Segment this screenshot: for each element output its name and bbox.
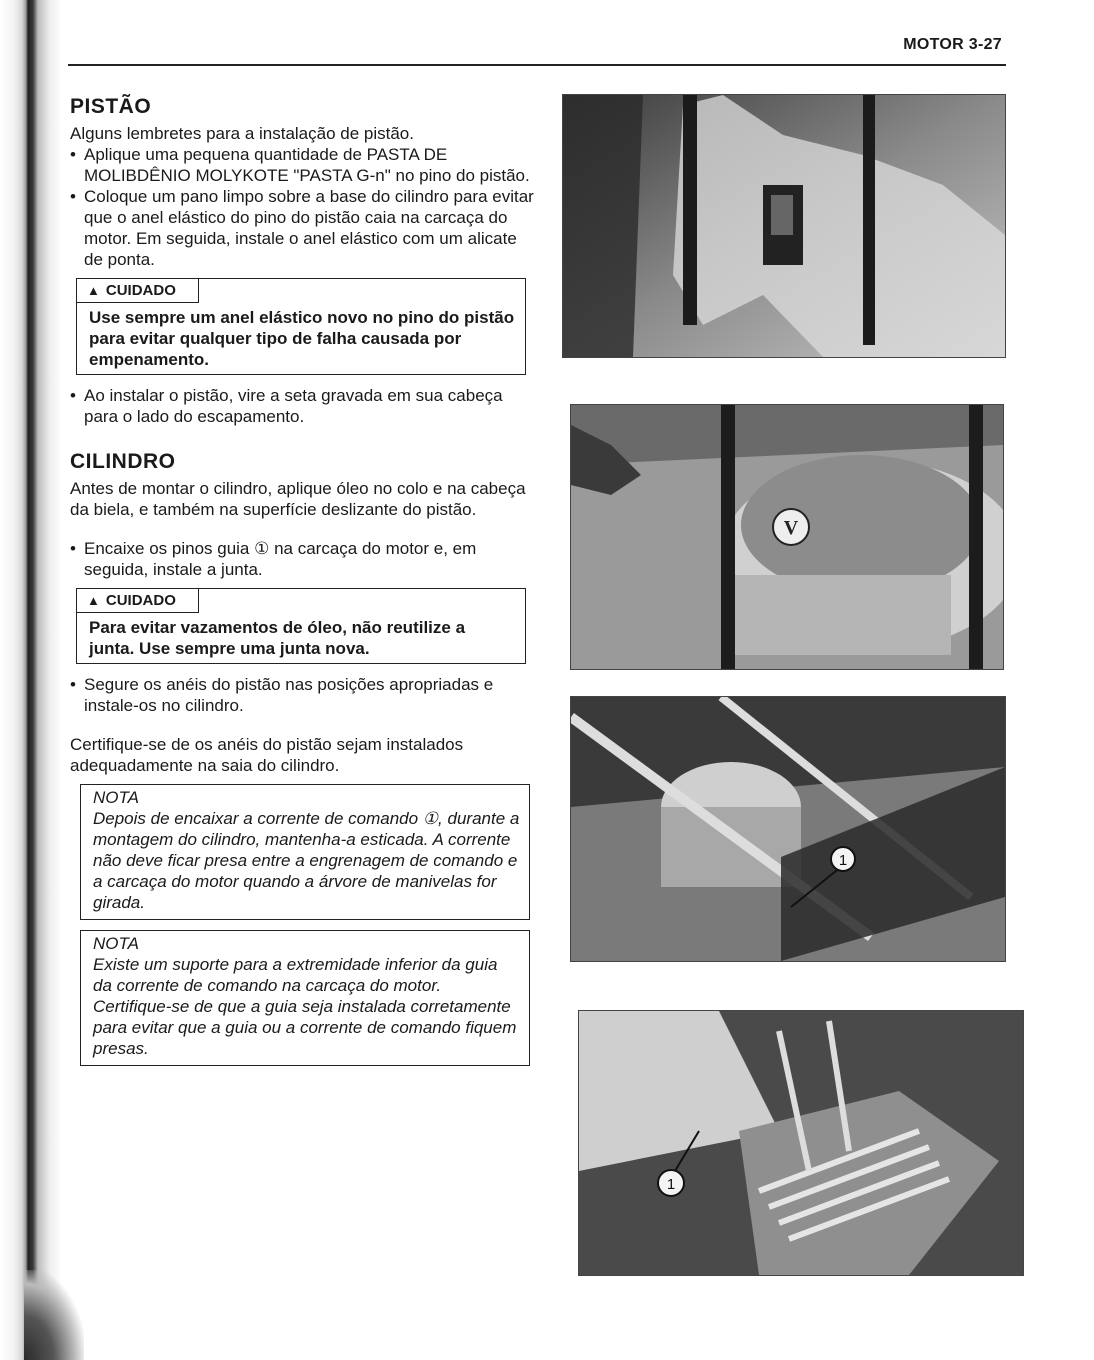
cilindro-caution-text: Para evitar vazamentos de óleo, não reutilize a junta. Use sempre uma junta nova. [89, 618, 466, 658]
nota-text-1: Depois de encaixar a corrente de comando ①, durante a montagem do cilindro, mantenha-a esticada. A corrente não deve ficar presa entre a engrenagem de comando e a carcaça do motor quando a árvore de manivelas for girada. [93, 809, 520, 912]
pistao-intro: Alguns lembretes para a instalação de pistão. [70, 124, 414, 143]
photo-cylinder-guide-image [579, 1011, 1023, 1275]
nota-text-2: Existe um suporte para a extremidade inferior da guia da corrente de comando na carcaça do motor. Certifique-se de que a guia seja instalada corretamente para evitar que a guia ou a corrente de comando fiquem presas. [93, 955, 517, 1058]
photo-piston-pin [562, 94, 1006, 358]
pistao-bullet-2: • Coloque um pano limpo sobre a base do cilindro para evitar que o anel elástico do pino do pistão caia na carcaça do motor. Em seguida, instale o anel elástico com um alicate de ponta. [70, 186, 540, 270]
cilindro-intro: Antes de montar o cilindro, aplique óleo no colo e na cabeça da biela, e também na superfície deslizante do pistão. [70, 479, 526, 519]
pistao-caution-box [76, 278, 526, 375]
warning-triangle-icon: ▲ [87, 283, 100, 298]
nota-box-2 [80, 930, 530, 1066]
page-binding-corner [24, 1270, 84, 1360]
callout-one-guide-label: 1 [666, 1176, 676, 1193]
pistao-bullet-1: • Aplique uma pequena quantidade de PASTA DE MOLIBDÊNIO MOLYKOTE "PASTA G-n" no pino do pistão. [70, 144, 540, 186]
photo-cylinder-chain-image [571, 697, 1005, 961]
caution-tag [77, 279, 199, 303]
caution-tag [77, 589, 199, 613]
cilindro-bullet-2: • Segure os anéis do pistão nas posições apropriadas e instale-os no cilindro. [70, 674, 540, 716]
pistao-title: PISTÃO [70, 95, 152, 118]
nota-title-1: NOTA [93, 788, 139, 807]
caution-label: CUIDADO [105, 592, 176, 609]
pistao-bullet-3: • Ao instalar o pistão, vire a seta gravada em sua cabeça para o lado do escapamento. [70, 385, 540, 427]
nota-box-1 [80, 784, 530, 920]
photo-cylinder-chain [570, 696, 1006, 962]
header-rule [68, 64, 1006, 66]
photo-piston-arrow-image [571, 405, 1003, 669]
caution-label: CUIDADO [105, 282, 176, 299]
photo-cylinder-guide [578, 1010, 1024, 1276]
cilindro-title: CILINDRO [70, 450, 176, 473]
page-header-label: MOTOR 3-27 [903, 36, 1002, 53]
cilindro-bullet-1: • Encaixe os pinos guia ① na carcaça do motor e, em seguida, instale a junta. [70, 538, 540, 580]
callout-one-label: 1 [838, 852, 848, 869]
piston-arrow-mark: V [783, 517, 799, 539]
text-column [70, 96, 540, 1076]
cilindro-caution-box [76, 588, 526, 664]
warning-triangle-icon: ▲ [87, 593, 100, 608]
nota-title-2: NOTA [93, 934, 139, 953]
cilindro-paragraph: Certifique-se de os anéis do pistão sejam instalados adequadamente na saia do cilindro. [70, 735, 464, 775]
photo-piston-arrow [570, 404, 1004, 670]
photo-piston-pin-image [563, 95, 1005, 357]
pistao-caution-text: Use sempre um anel elástico novo no pino do pistão para evitar qualquer tipo de falha causada por empenamento. [89, 308, 515, 369]
page-binding-shadow [0, 0, 62, 1360]
